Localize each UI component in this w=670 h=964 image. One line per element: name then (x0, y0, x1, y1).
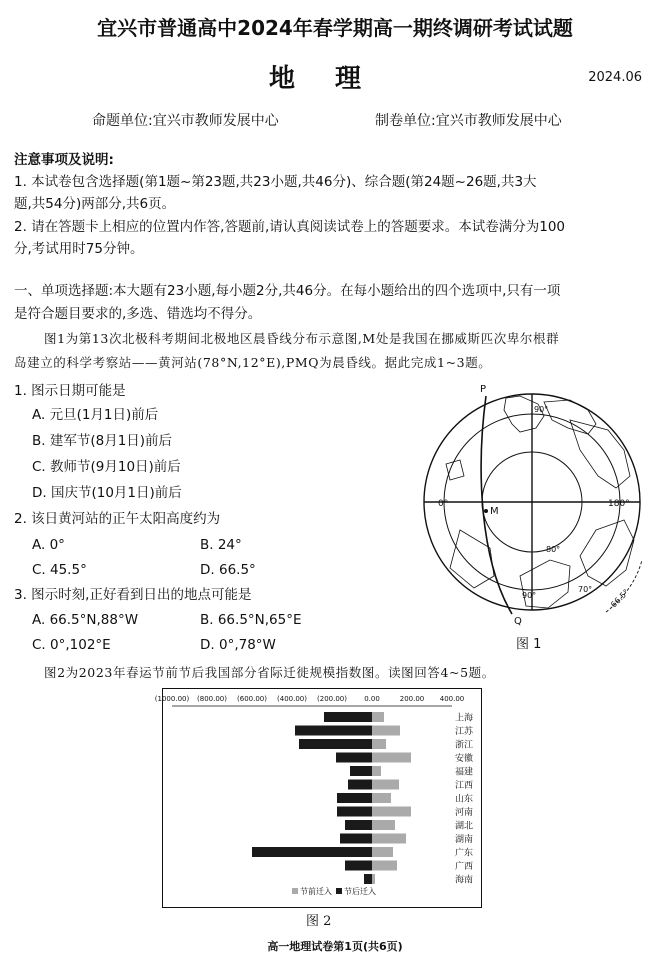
chart-tick-label: (1000.00) (154, 695, 190, 703)
legend-swatch-pre (292, 888, 298, 894)
figure-2-migration-chart (154, 688, 482, 908)
bar-pre-holiday (372, 847, 393, 857)
legend-label-post: 节后迁入 (344, 887, 376, 896)
chart-tick-label: (200.00) (317, 695, 347, 703)
question-3-option-a: A. 66.5°N,88°W (32, 612, 139, 628)
bar-post-holiday (348, 780, 372, 790)
bar-pre-holiday (372, 739, 386, 749)
svalbard-outline (446, 460, 464, 480)
label-lon-0: 0° (438, 499, 449, 509)
question-2-option-b: B. 24° (200, 537, 242, 553)
chart-category-label: 福建 (454, 767, 474, 778)
label-q: Q (514, 616, 522, 627)
point-m (484, 509, 488, 513)
bar-pre-holiday (372, 793, 391, 803)
chart-tick-label: (400.00) (277, 695, 307, 703)
chart-category-label: 江苏 (454, 727, 474, 737)
bar-pre-holiday (372, 712, 384, 722)
siberia-outline (520, 560, 570, 608)
north-america-outline (570, 420, 630, 488)
question-2-stem: 2. 该日黄河站的正午太阳高度约为 (14, 511, 221, 527)
question-1-option-c: C. 教师节(9月10日)前后 (32, 459, 181, 475)
chart-tick-label: (800.00) (197, 695, 227, 703)
question-3-option-c: C. 0°,102°E (32, 637, 111, 653)
question-3-stem: 3. 图示时刻,正好看到日出的地点可能是 (14, 587, 252, 603)
chart-category-label: 湖北 (454, 821, 474, 832)
bar-pre-holiday (372, 766, 381, 776)
bar-post-holiday (324, 712, 372, 722)
chart-tick-label: 0.00 (364, 695, 380, 703)
note-1-line-1: 1. 本试卷包含选择题(第1题~第23题,共23小题,共46分)、综合题(第24题~26题,共3大 (14, 174, 537, 190)
bar-pre-holiday (372, 753, 411, 763)
chart-category-label: 上海 (454, 713, 474, 724)
label-lat-70: 70° (578, 585, 593, 594)
chart-tick-label: 400.00 (439, 695, 465, 703)
bar-pre-holiday (372, 780, 399, 790)
label-m: M (490, 506, 499, 517)
bar-post-holiday (295, 726, 372, 736)
label-lat-66-5: 66.5° (609, 587, 631, 610)
bar-post-holiday (336, 753, 372, 763)
label-lon-90-bottom: 90° (522, 591, 537, 600)
label-lon-90-top: 90° (534, 405, 549, 414)
bar-pre-holiday (372, 807, 411, 817)
bar-post-holiday (345, 861, 372, 871)
chart-tick-label: (600.00) (237, 695, 267, 703)
bar-pre-holiday (372, 820, 395, 830)
question-3-option-d: D. 0°,78°W (200, 637, 276, 653)
legend-swatch-post (336, 888, 342, 894)
question-3-option-b: B. 66.5°N,65°E (200, 612, 302, 628)
chart-category-label: 河南 (454, 808, 474, 818)
chart-frame (163, 689, 482, 908)
chart-category-label: 湖南 (454, 835, 474, 845)
figure-2-caption: 图 2 (306, 914, 332, 929)
chart-category-label: 江西 (454, 781, 474, 791)
exam-title: 宜兴市普通高中2024年春学期高一期终调研考试试题 (97, 16, 573, 40)
exam-date: 2024.06 (588, 70, 642, 85)
alaska-outline (580, 520, 634, 586)
bar-post-holiday (252, 847, 372, 857)
note-2-line-1: 2. 请在答题卡上相应的位置内作答,答题前,请认真阅读试卷上的答题要求。本试卷满分为100 (14, 219, 566, 235)
figure-1-polar-map (420, 380, 650, 650)
intro-line-2: 岛建立的科学考察站——黄河站(78°N,12°E),PMQ为晨昏线。据此完成1~3题。 (14, 355, 492, 370)
bar-post-holiday (299, 739, 372, 749)
bar-post-holiday (337, 793, 372, 803)
bar-post-holiday (350, 766, 372, 776)
question-1-option-b: B. 建军节(8月1日)前后 (32, 433, 173, 449)
bar-post-holiday (345, 820, 372, 830)
section-heading-line-1: 一、单项选择题:本大题有23小题,每小题2分,共46分。在每小题给出的四个选项中,只有一项 (14, 283, 561, 299)
chart-category-label: 安徽 (454, 754, 474, 764)
question-1-option-a: A. 元旦(1月1日)前后 (32, 407, 159, 423)
label-lon-180: 180° (608, 499, 630, 509)
canada-islands-outline (544, 400, 596, 434)
proposer-unit: 命题单位:宜兴市教师发展中心 (92, 113, 279, 129)
bar-post-holiday (364, 874, 372, 884)
chart-category-label: 浙江 (454, 740, 474, 751)
bar-pre-holiday (372, 834, 406, 844)
question-2-option-a: A. 0° (32, 537, 65, 553)
chart-tick-label: 200.00 (399, 695, 425, 703)
bar-pre-holiday (372, 861, 397, 871)
question-1-option-d: D. 国庆节(10月1日)前后 (32, 485, 182, 501)
page-footer: 高一地理试卷第1页(共6页) (267, 940, 403, 953)
bar-post-holiday (337, 807, 372, 817)
label-p: P (480, 384, 487, 395)
bar-pre-holiday (372, 726, 400, 736)
chart-category-label: 海南 (454, 875, 474, 886)
section-heading-line-2: 是符合题目要求的,多选、错选均不得分。 (14, 306, 262, 322)
legend-label-pre: 节前迁入 (300, 887, 332, 896)
chart-category-label: 山东 (454, 794, 474, 805)
label-lat-80: 80° (546, 545, 561, 554)
figure-1-caption: 图 1 (516, 637, 542, 652)
bar-post-holiday (340, 834, 372, 844)
figure-2-intro: 图2为2023年春运节前节后我国部分省际迁徙规模指数图。读图回答4~5题。 (44, 665, 495, 680)
question-2-option-d: D. 66.5° (200, 562, 256, 578)
chart-category-label: 广东 (454, 848, 474, 859)
producer-unit: 制卷单位:宜兴市教师发展中心 (375, 113, 562, 129)
subject-title: 地理 (268, 64, 401, 94)
note-1-line-2: 题,共54分)两部分,共6页。 (14, 196, 176, 212)
question-1-stem: 1. 图示日期可能是 (14, 383, 126, 399)
bar-pre-holiday (372, 874, 375, 884)
notes-heading: 注意事项及说明: (14, 152, 114, 168)
intro-line-1: 图1为第13次北极科考期间北极地区晨昏线分布示意图,M处是我国在挪威斯匹次卑尔根群 (44, 331, 560, 346)
chart-category-label: 广西 (454, 862, 474, 872)
note-2-line-2: 分,考试用时75分钟。 (14, 241, 144, 257)
question-2-option-c: C. 45.5° (32, 562, 87, 578)
